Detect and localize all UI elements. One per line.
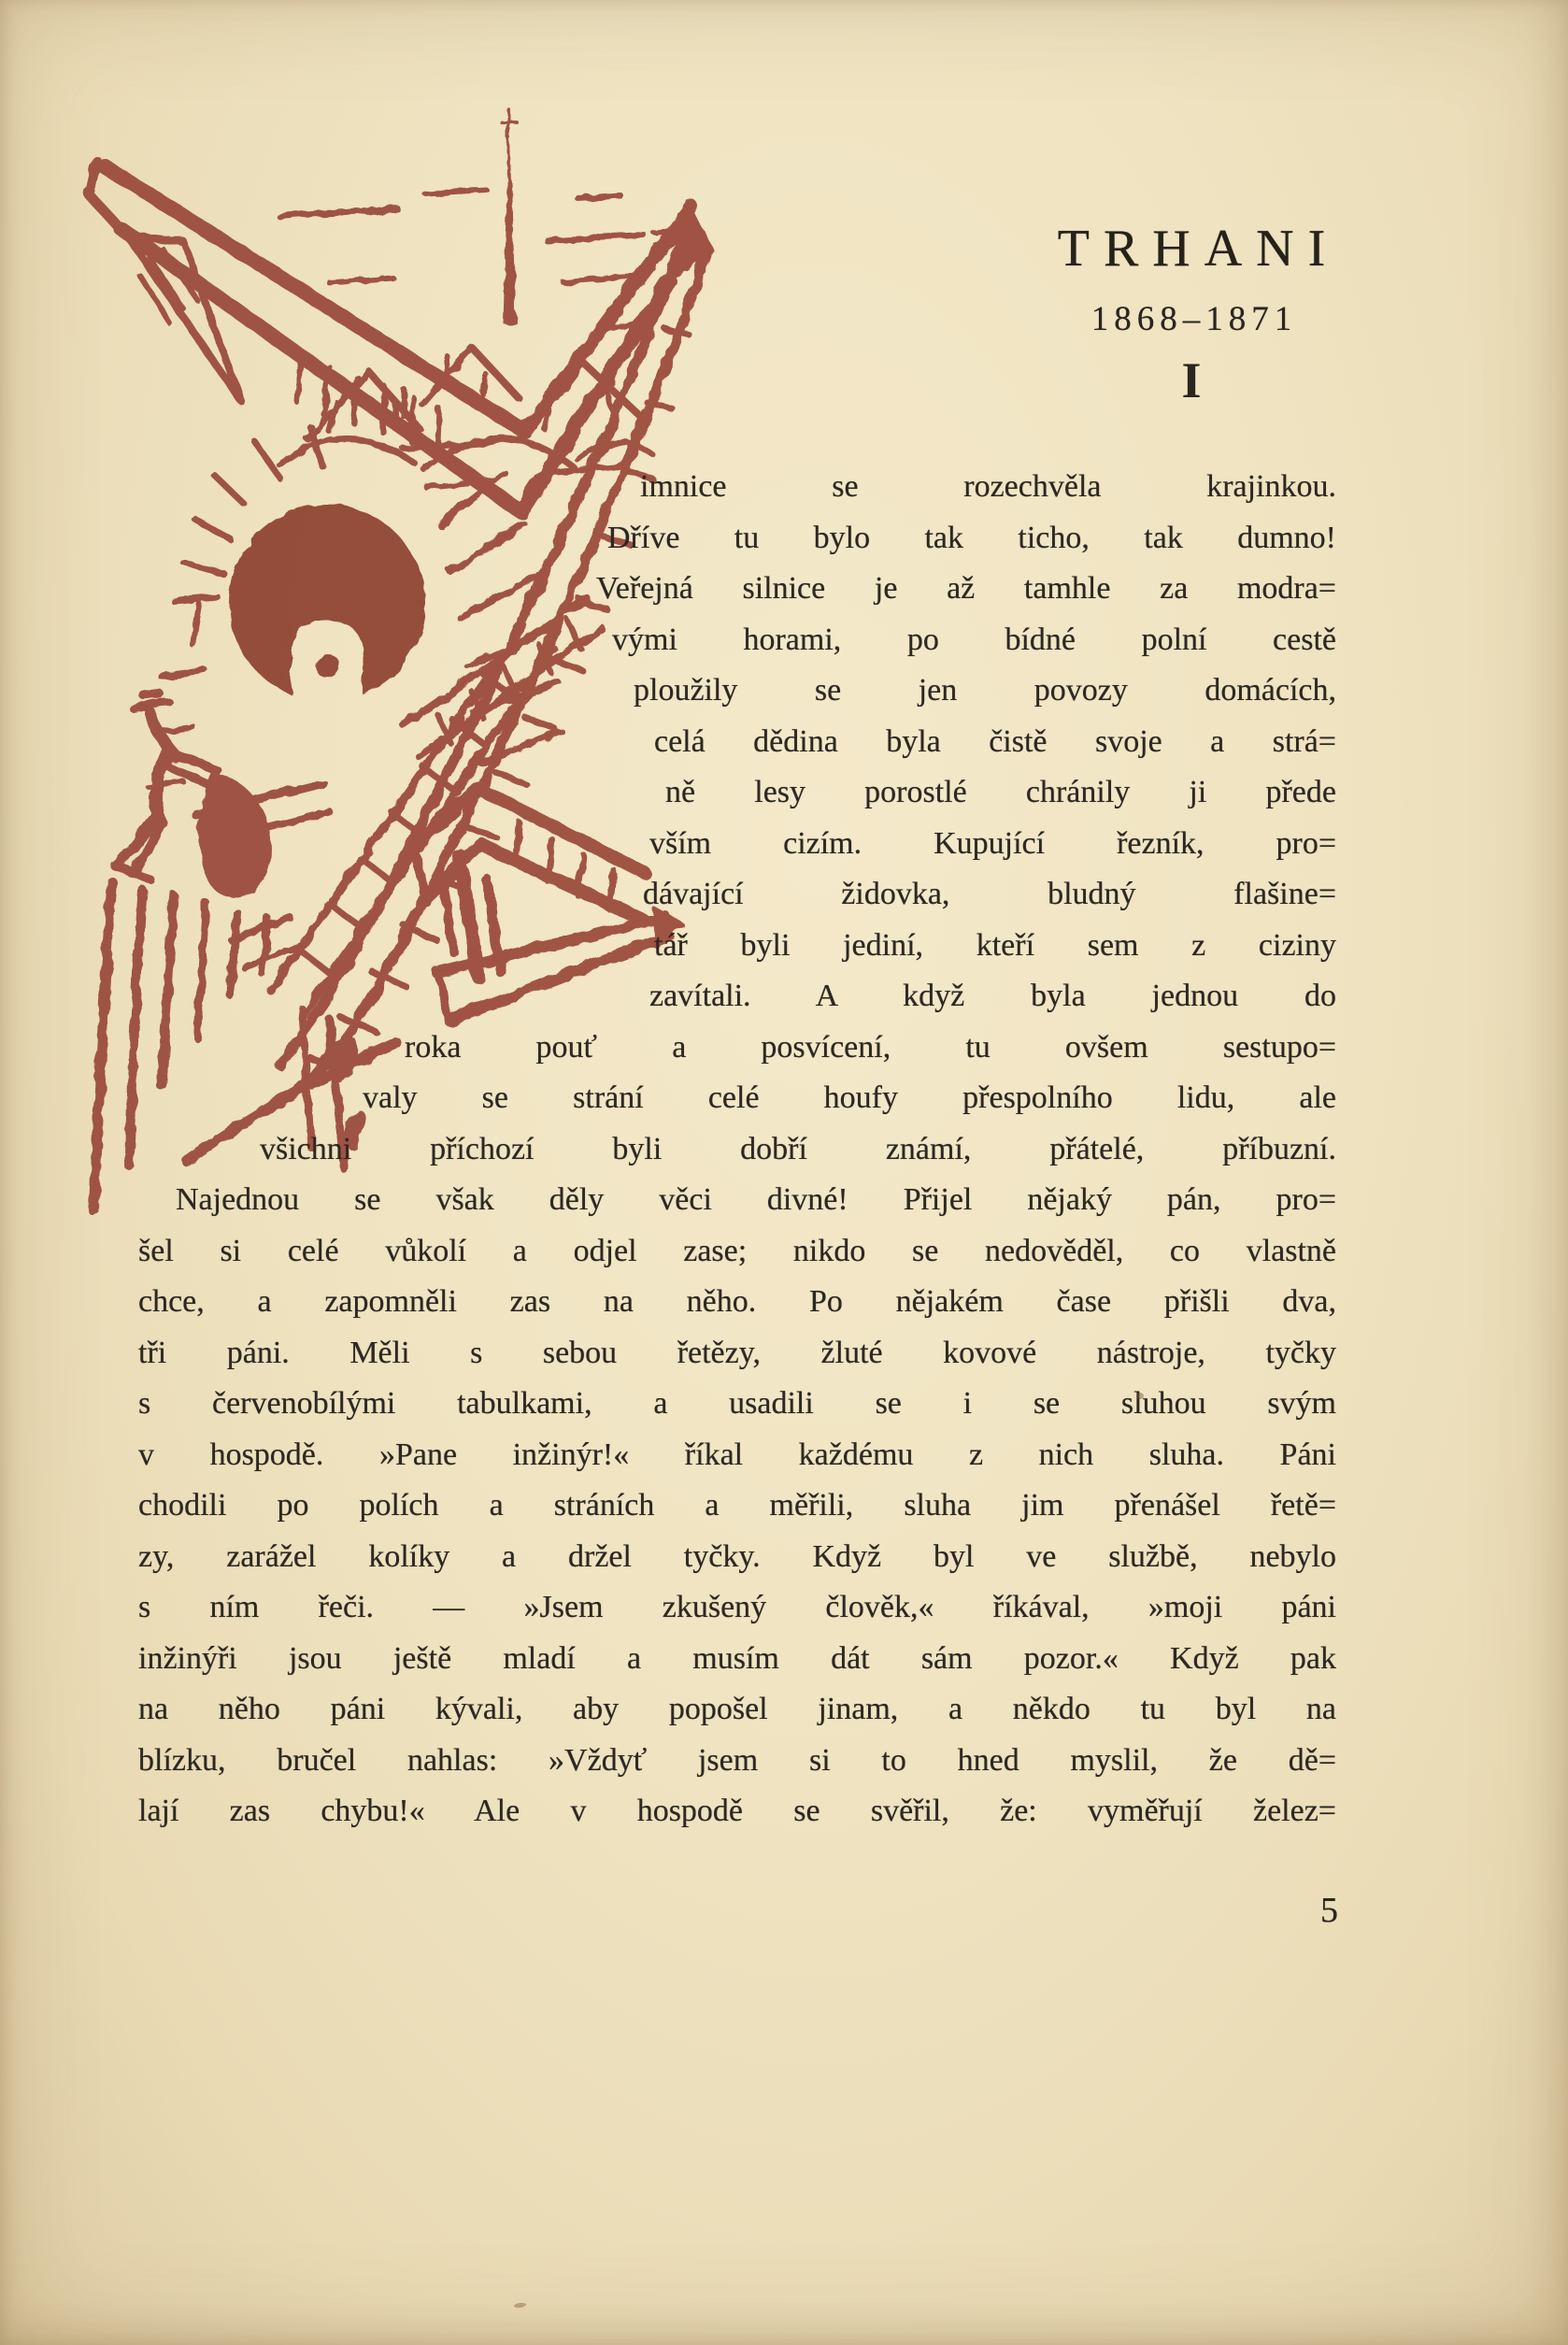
- body-line: šel si celé vůkolí a odjel zase; nikdo se nedověděl, co vlastně: [138, 1234, 1336, 1268]
- body-line: dávající židovka, bludný flašine=: [643, 877, 1336, 911]
- body-line: tři páni. Měli s sebou řetězy, žluté kovové nástroje, tyčky: [138, 1336, 1336, 1370]
- body-line: v hospodě. »Pane inžinýr!« říkal každému z nich sluha. Páni: [138, 1437, 1336, 1472]
- body-line: inžinýři jsou ještě mladí a musím dát sám pozor.« Když pak: [138, 1641, 1336, 1676]
- body-line: s ním řeči. — »Jsem zkušený člověk,« říkával, »moji páni: [138, 1590, 1336, 1624]
- body-line: všichni příchozí byli dobří známí, přátelé, příbuzní.: [260, 1132, 1336, 1166]
- body-line: zy, zarážel kolíky a držel tyčky. Když byl ve službě, nebylo: [138, 1539, 1336, 1574]
- body-line: blízku, bručel nahlas: »Vždyť jsem si to hned myslil, že dě=: [138, 1743, 1336, 1778]
- body-line: celá dědina byla čistě svoje a strá=: [654, 724, 1336, 759]
- body-line: chodili po polích a stráních a měřili, sluha jim přenášel řetě=: [138, 1488, 1336, 1523]
- body-line: vším cizím. Kupující řezník, pro=: [649, 826, 1336, 861]
- body-line: na něho páni kývali, aby popošel jinam, a někdo tu byl na: [138, 1692, 1336, 1726]
- body-line: valy se strání celé houfy přespolního lidu, ale: [363, 1080, 1336, 1115]
- body-line: vými horami, po bídné polní cestě: [612, 622, 1336, 657]
- page-number: 5: [1320, 1891, 1338, 1930]
- page-title: TRHANI: [1057, 220, 1340, 278]
- body-line: s červenobílými tabulkami, a usadili se i se sluhou svým: [138, 1386, 1336, 1421]
- chapter-dates: 1868–1871: [1090, 300, 1298, 338]
- body-line: tář byli jediní, kteří sem z ciziny: [654, 928, 1336, 963]
- body-line: ně lesy porostlé chránily ji přede: [665, 775, 1336, 809]
- body-line: chce, a zapomněli zas na něho. Po nějakém čase přišli dva,: [138, 1284, 1336, 1319]
- body-line: zavítali. A když byla jednou do: [649, 979, 1336, 1013]
- body-line: imnice se rozechvěla krajinkou.: [640, 469, 1336, 504]
- body-line: lají zas chybu!« Ale v hospodě se svěřil, že: vyměřují želez=: [138, 1794, 1336, 1828]
- ink-speck: [514, 2302, 527, 2309]
- body-line: Najednou se však děly věci divné! Přijel nějaký pán, pro=: [176, 1182, 1336, 1217]
- body-line: roka pouť a posvícení, tu ovšem sestupo=: [405, 1030, 1336, 1065]
- body-line: ploužily se jen povozy domácích,: [634, 673, 1336, 708]
- ink-speck: [1136, 1393, 1144, 1399]
- body-line: Dříve tu bylo tak ticho, tak dumno!: [607, 521, 1336, 555]
- chapter-numeral: I: [1181, 352, 1202, 408]
- body-line: Veřejná silnice je až tamhle za modra=: [596, 571, 1336, 606]
